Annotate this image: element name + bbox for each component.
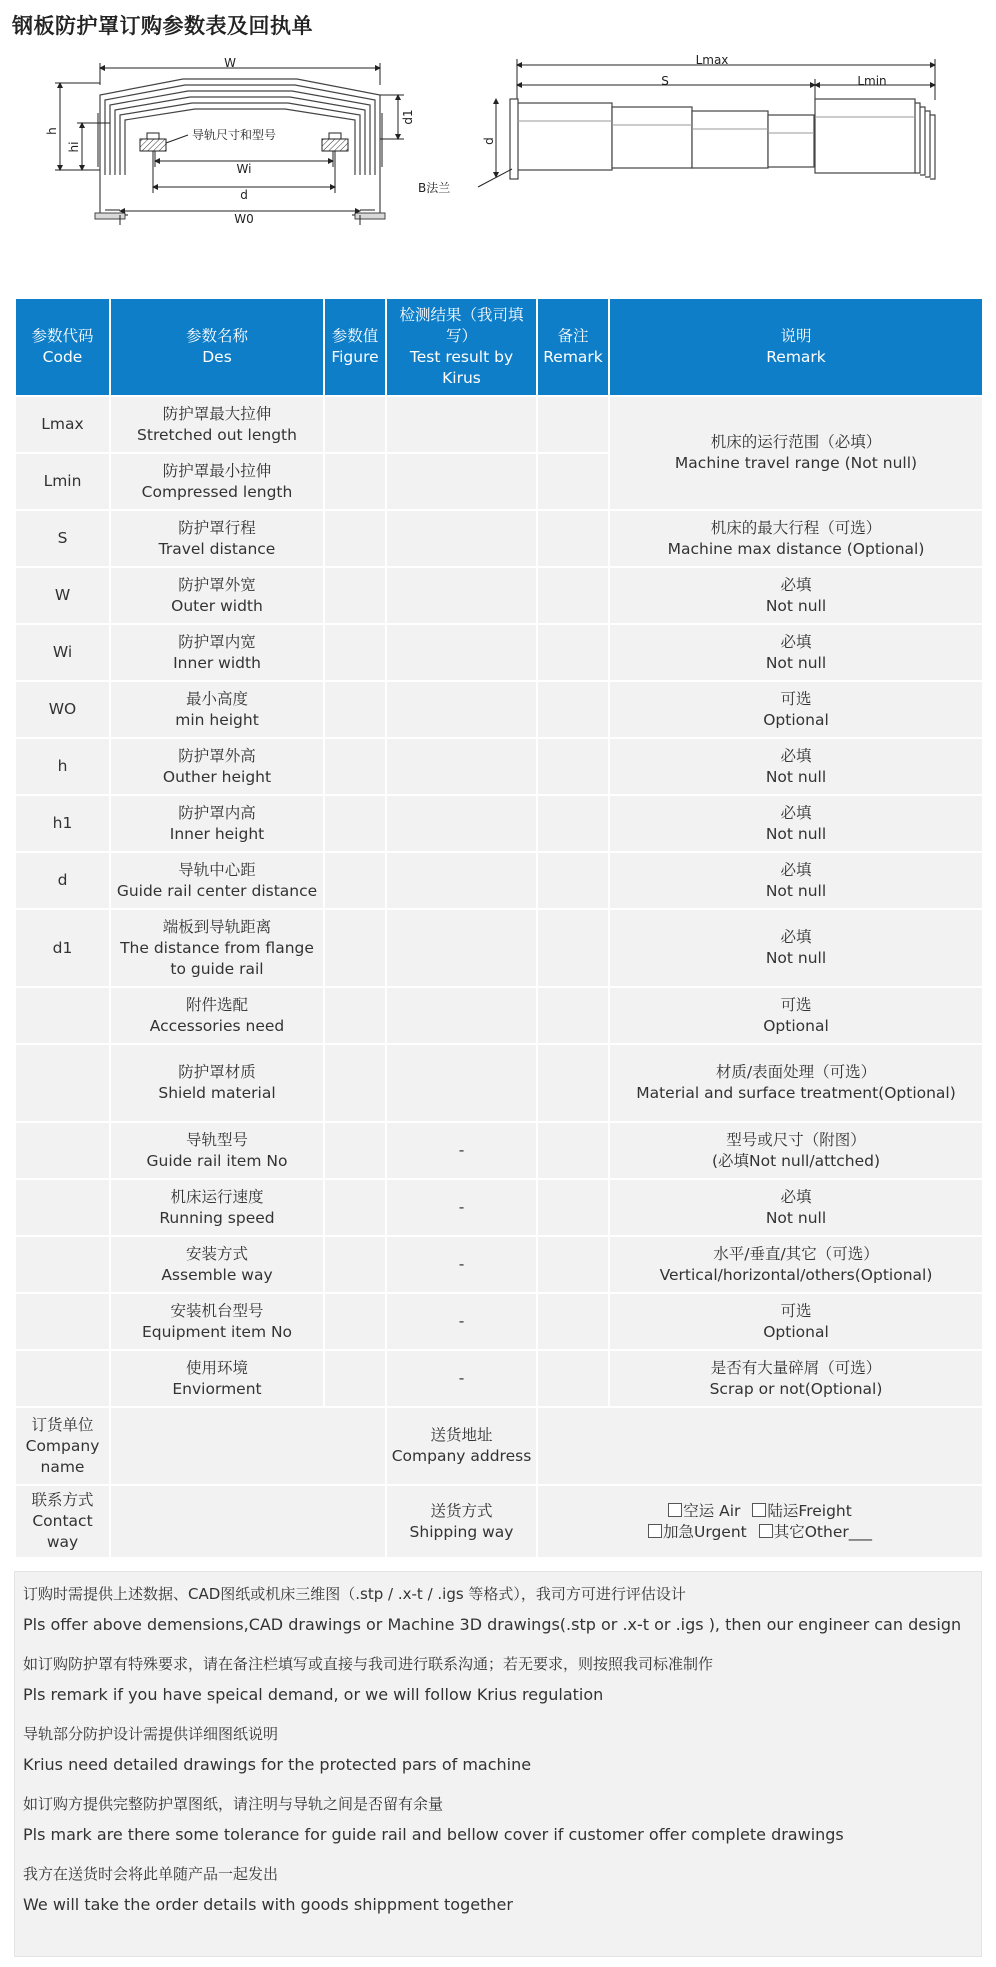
header-des: 参数名称 Des [110, 298, 324, 396]
param-code-cell: h [15, 738, 110, 795]
param-value-cell[interactable] [324, 909, 386, 987]
company-row [15, 1407, 983, 1485]
remark-cell[interactable] [537, 453, 609, 510]
remark-cell[interactable] [537, 795, 609, 852]
param-value-cell[interactable] [324, 681, 386, 738]
test-result-cell[interactable] [386, 396, 537, 453]
note-cell: 可选 Optional [609, 681, 983, 738]
param-name-cell: 防护罩最大拉伸 Stretched out length [110, 396, 324, 453]
param-name-cell: 安装机台型号 Equipment item No [110, 1293, 324, 1350]
side-view-drawing [418, 55, 935, 195]
header-code: 参数代码 Code [15, 298, 110, 396]
table-row [15, 987, 983, 1044]
dim-d-side: d [482, 137, 496, 145]
contact-row [15, 1485, 983, 1558]
address-label: 送货地址 Company address [386, 1407, 537, 1485]
test-result-cell[interactable] [386, 624, 537, 681]
dim-S: S [661, 74, 669, 88]
note-cell: 必填 Not null [609, 1179, 983, 1236]
note-zh: 如订购防护罩有特殊要求，请在备注栏填写或直接与我司进行联系沟通；若无要求，则按照我司标准制作 [23, 1655, 714, 1673]
dim-d1: d1 [401, 109, 415, 125]
param-name-cell: 端板到导轨距离 The distance from flange to guide rail [110, 909, 324, 987]
table-row [15, 510, 983, 567]
table-row [15, 1236, 983, 1293]
table-row [15, 852, 983, 909]
note-cell: 可选 Optional [609, 987, 983, 1044]
table-row [15, 681, 983, 738]
param-code-cell: Wi [15, 624, 110, 681]
note-cell: 必填 Not null [609, 738, 983, 795]
remark-cell[interactable] [537, 624, 609, 681]
test-result-cell[interactable] [386, 738, 537, 795]
note-cell: 型号或尺寸（附图） (必填Not null/attched) [609, 1122, 983, 1179]
test-result-cell[interactable] [386, 852, 537, 909]
param-code-cell: W [15, 567, 110, 624]
remark-cell[interactable] [537, 567, 609, 624]
test-result-cell[interactable] [386, 510, 537, 567]
param-code-cell [15, 1293, 110, 1350]
page-title: 钢板防护罩订购参数表及回执单 [12, 14, 313, 38]
note-cell: 必填 Not null [609, 852, 983, 909]
test-result-cell[interactable] [386, 453, 537, 510]
param-value-cell[interactable] [324, 795, 386, 852]
note-en: Pls mark are there some tolerance for guide rail and bellow cover if customer offer complete drawings [23, 1825, 844, 1844]
flange-label: B法兰 [418, 181, 451, 195]
test-result-cell[interactable] [386, 681, 537, 738]
param-value-cell[interactable] [324, 852, 386, 909]
ship-other-option[interactable]: 其它Other___ [759, 1522, 872, 1543]
test-result-cell[interactable]: - [386, 1236, 537, 1293]
company-label: 订货单位 Company name [15, 1407, 110, 1485]
param-code-cell [15, 1122, 110, 1179]
dim-W0: W0 [234, 212, 254, 226]
shipping-label: 送货方式 Shipping way [386, 1485, 537, 1558]
checkbox-icon [759, 1524, 773, 1538]
param-value-cell[interactable] [324, 987, 386, 1044]
param-name-cell: 使用环境 Enviorment [110, 1350, 324, 1407]
table-row [15, 1350, 983, 1407]
test-result-cell[interactable] [386, 795, 537, 852]
dim-h: h [45, 127, 59, 135]
dim-d: d [240, 188, 248, 202]
param-name-cell: 防护罩内高 Inner height [110, 795, 324, 852]
remark-cell[interactable] [537, 1293, 609, 1350]
note-en: Krius need detailed drawings for the protected pars of machine [23, 1755, 532, 1774]
table-row [15, 1044, 983, 1122]
table-header-row [15, 298, 983, 396]
table-row [15, 795, 983, 852]
table-row [15, 567, 983, 624]
header-test-result: 检测结果（我司填写） Test result by Kirus [386, 298, 537, 396]
shipping-options [537, 1485, 983, 1558]
table-row [15, 1293, 983, 1350]
param-code-cell: WO [15, 681, 110, 738]
param-name-cell: 机床运行速度 Running speed [110, 1179, 324, 1236]
param-value-cell[interactable] [324, 453, 386, 510]
header-note: 说明 Remark [609, 298, 983, 396]
note-zh: 我方在送货时会将此单随产品一起发出 [23, 1865, 279, 1883]
note-cell: 是否有大量碎屑（可选） Scrap or not(Optional) [609, 1350, 983, 1407]
test-result-cell[interactable] [386, 567, 537, 624]
cross-section-drawing [45, 56, 415, 226]
param-value-cell[interactable] [324, 567, 386, 624]
note-en: Pls remark if you have speical demand, or we will follow Krius regulation [23, 1685, 604, 1704]
test-result-cell[interactable]: - [386, 1179, 537, 1236]
dim-Lmax: Lmax [695, 55, 729, 67]
remark-cell[interactable] [537, 738, 609, 795]
note-cell: 机床的最大行程（可选） Machine max distance (Optional) [609, 510, 983, 567]
cover-drawings [0, 55, 996, 285]
test-result-cell[interactable] [386, 909, 537, 987]
param-name-cell: 安装方式 Assemble way [110, 1236, 324, 1293]
remark-cell[interactable] [537, 1350, 609, 1407]
note-en: We will take the order details with goods shippment together [23, 1895, 513, 1914]
remark-cell[interactable] [537, 681, 609, 738]
note-en: Pls offer above demensions,CAD drawings or Machine 3D drawings(.stp or .x-t or .igs ), then our engineer can design [23, 1615, 962, 1634]
order-notes [14, 1571, 982, 1957]
parameter-table [14, 297, 984, 1559]
param-value-cell[interactable] [324, 1350, 386, 1407]
param-name-cell: 防护罩材质 Shield material [110, 1044, 324, 1122]
ship-urgent-option[interactable]: 加急Urgent [648, 1522, 747, 1543]
param-value-cell[interactable] [324, 738, 386, 795]
remark-cell[interactable] [537, 1179, 609, 1236]
header-figure: 参数值 Figure [324, 298, 386, 396]
table-row [15, 738, 983, 795]
note-cell: 材质/表面处理（可选） Material and surface treatment(Optional) [609, 1044, 983, 1122]
checkbox-icon [752, 1503, 766, 1517]
param-name-cell: 防护罩行程 Travel distance [110, 510, 324, 567]
remark-cell[interactable] [537, 987, 609, 1044]
contact-label: 联系方式 Contact way [15, 1485, 110, 1558]
table-row [15, 396, 983, 453]
table-row [15, 1179, 983, 1236]
param-code-cell [15, 1044, 110, 1122]
param-code-cell: S [15, 510, 110, 567]
test-result-cell[interactable] [386, 987, 537, 1044]
dim-W: W [224, 56, 236, 70]
param-code-cell [15, 1350, 110, 1407]
note-zh: 订购时需提供上述数据、CAD图纸或机床三维图（.stp / .x-t / .igs 等格式），我司方可进行评估设计 [23, 1585, 686, 1603]
param-value-cell[interactable] [324, 1179, 386, 1236]
param-code-cell: Lmin [15, 453, 110, 510]
remark-cell[interactable] [537, 909, 609, 987]
remark-cell[interactable] [537, 1044, 609, 1122]
param-code-cell [15, 1236, 110, 1293]
param-name-cell: 导轨中心距 Guide rail center distance [110, 852, 324, 909]
param-value-cell[interactable] [324, 1236, 386, 1293]
note-cell: 必填 Not null [609, 909, 983, 987]
param-code-cell: h1 [15, 795, 110, 852]
param-name-cell: 最小高度 min height [110, 681, 324, 738]
param-name-cell: 导轨型号 Guide rail item No [110, 1122, 324, 1179]
dim-Lmin: Lmin [857, 74, 887, 88]
param-name-cell: 防护罩外宽 Outer width [110, 567, 324, 624]
param-value-cell[interactable] [324, 510, 386, 567]
param-name-cell: 防护罩外高 Outher height [110, 738, 324, 795]
param-value-cell[interactable] [324, 1293, 386, 1350]
note-cell: 必填 Not null [609, 624, 983, 681]
param-name-cell: 防护罩最小拉伸 Compressed length [110, 453, 324, 510]
note-zh: 导轨部分防护设计需提供详细图纸说明 [23, 1725, 279, 1743]
rail-size-label: 导轨尺寸和型号 [192, 128, 277, 142]
param-value-cell[interactable] [324, 1044, 386, 1122]
ship-air-option[interactable]: 空运 Air [668, 1501, 740, 1522]
param-value-cell[interactable] [324, 624, 386, 681]
company-input[interactable] [110, 1407, 386, 1485]
param-code-cell [15, 987, 110, 1044]
dim-hi: hi [67, 141, 81, 153]
remark-cell[interactable] [537, 396, 609, 453]
param-name-cell: 附件选配 Accessories need [110, 987, 324, 1044]
test-result-cell[interactable]: - [386, 1293, 537, 1350]
test-result-cell[interactable]: - [386, 1350, 537, 1407]
param-value-cell[interactable] [324, 396, 386, 453]
test-result-cell[interactable]: - [386, 1122, 537, 1179]
note-cell: 机床的运行范围（必填） Machine travel range (Not null) [609, 396, 983, 510]
table-row [15, 624, 983, 681]
note-cell: 可选 Optional [609, 1293, 983, 1350]
param-code-cell: d [15, 852, 110, 909]
remark-cell[interactable] [537, 852, 609, 909]
param-code-cell: d1 [15, 909, 110, 987]
param-code-cell [15, 1179, 110, 1236]
note-cell: 必填 Not null [609, 567, 983, 624]
param-name-cell: 防护罩内宽 Inner width [110, 624, 324, 681]
checkbox-icon [648, 1524, 662, 1538]
address-input[interactable] [537, 1407, 983, 1485]
param-code-cell: Lmax [15, 396, 110, 453]
table-row [15, 1122, 983, 1179]
table-row [15, 909, 983, 987]
ship-freight-option[interactable]: 陆运Freight [752, 1501, 851, 1522]
header-remark: 备注 Remark [537, 298, 609, 396]
note-zh: 如订购方提供完整防护罩图纸，请注明与导轨之间是否留有余量 [23, 1795, 444, 1813]
note-cell: 必填 Not null [609, 795, 983, 852]
test-result-cell[interactable] [386, 1044, 537, 1122]
note-cell: 水平/垂直/其它（可选） Vertical/horizontal/others(Optional) [609, 1236, 983, 1293]
remark-cell[interactable] [537, 510, 609, 567]
dim-Wi: Wi [236, 162, 252, 176]
param-value-cell[interactable] [324, 1122, 386, 1179]
contact-input[interactable] [110, 1485, 386, 1558]
checkbox-icon [668, 1503, 682, 1517]
remark-cell[interactable] [537, 1236, 609, 1293]
remark-cell[interactable] [537, 1122, 609, 1179]
